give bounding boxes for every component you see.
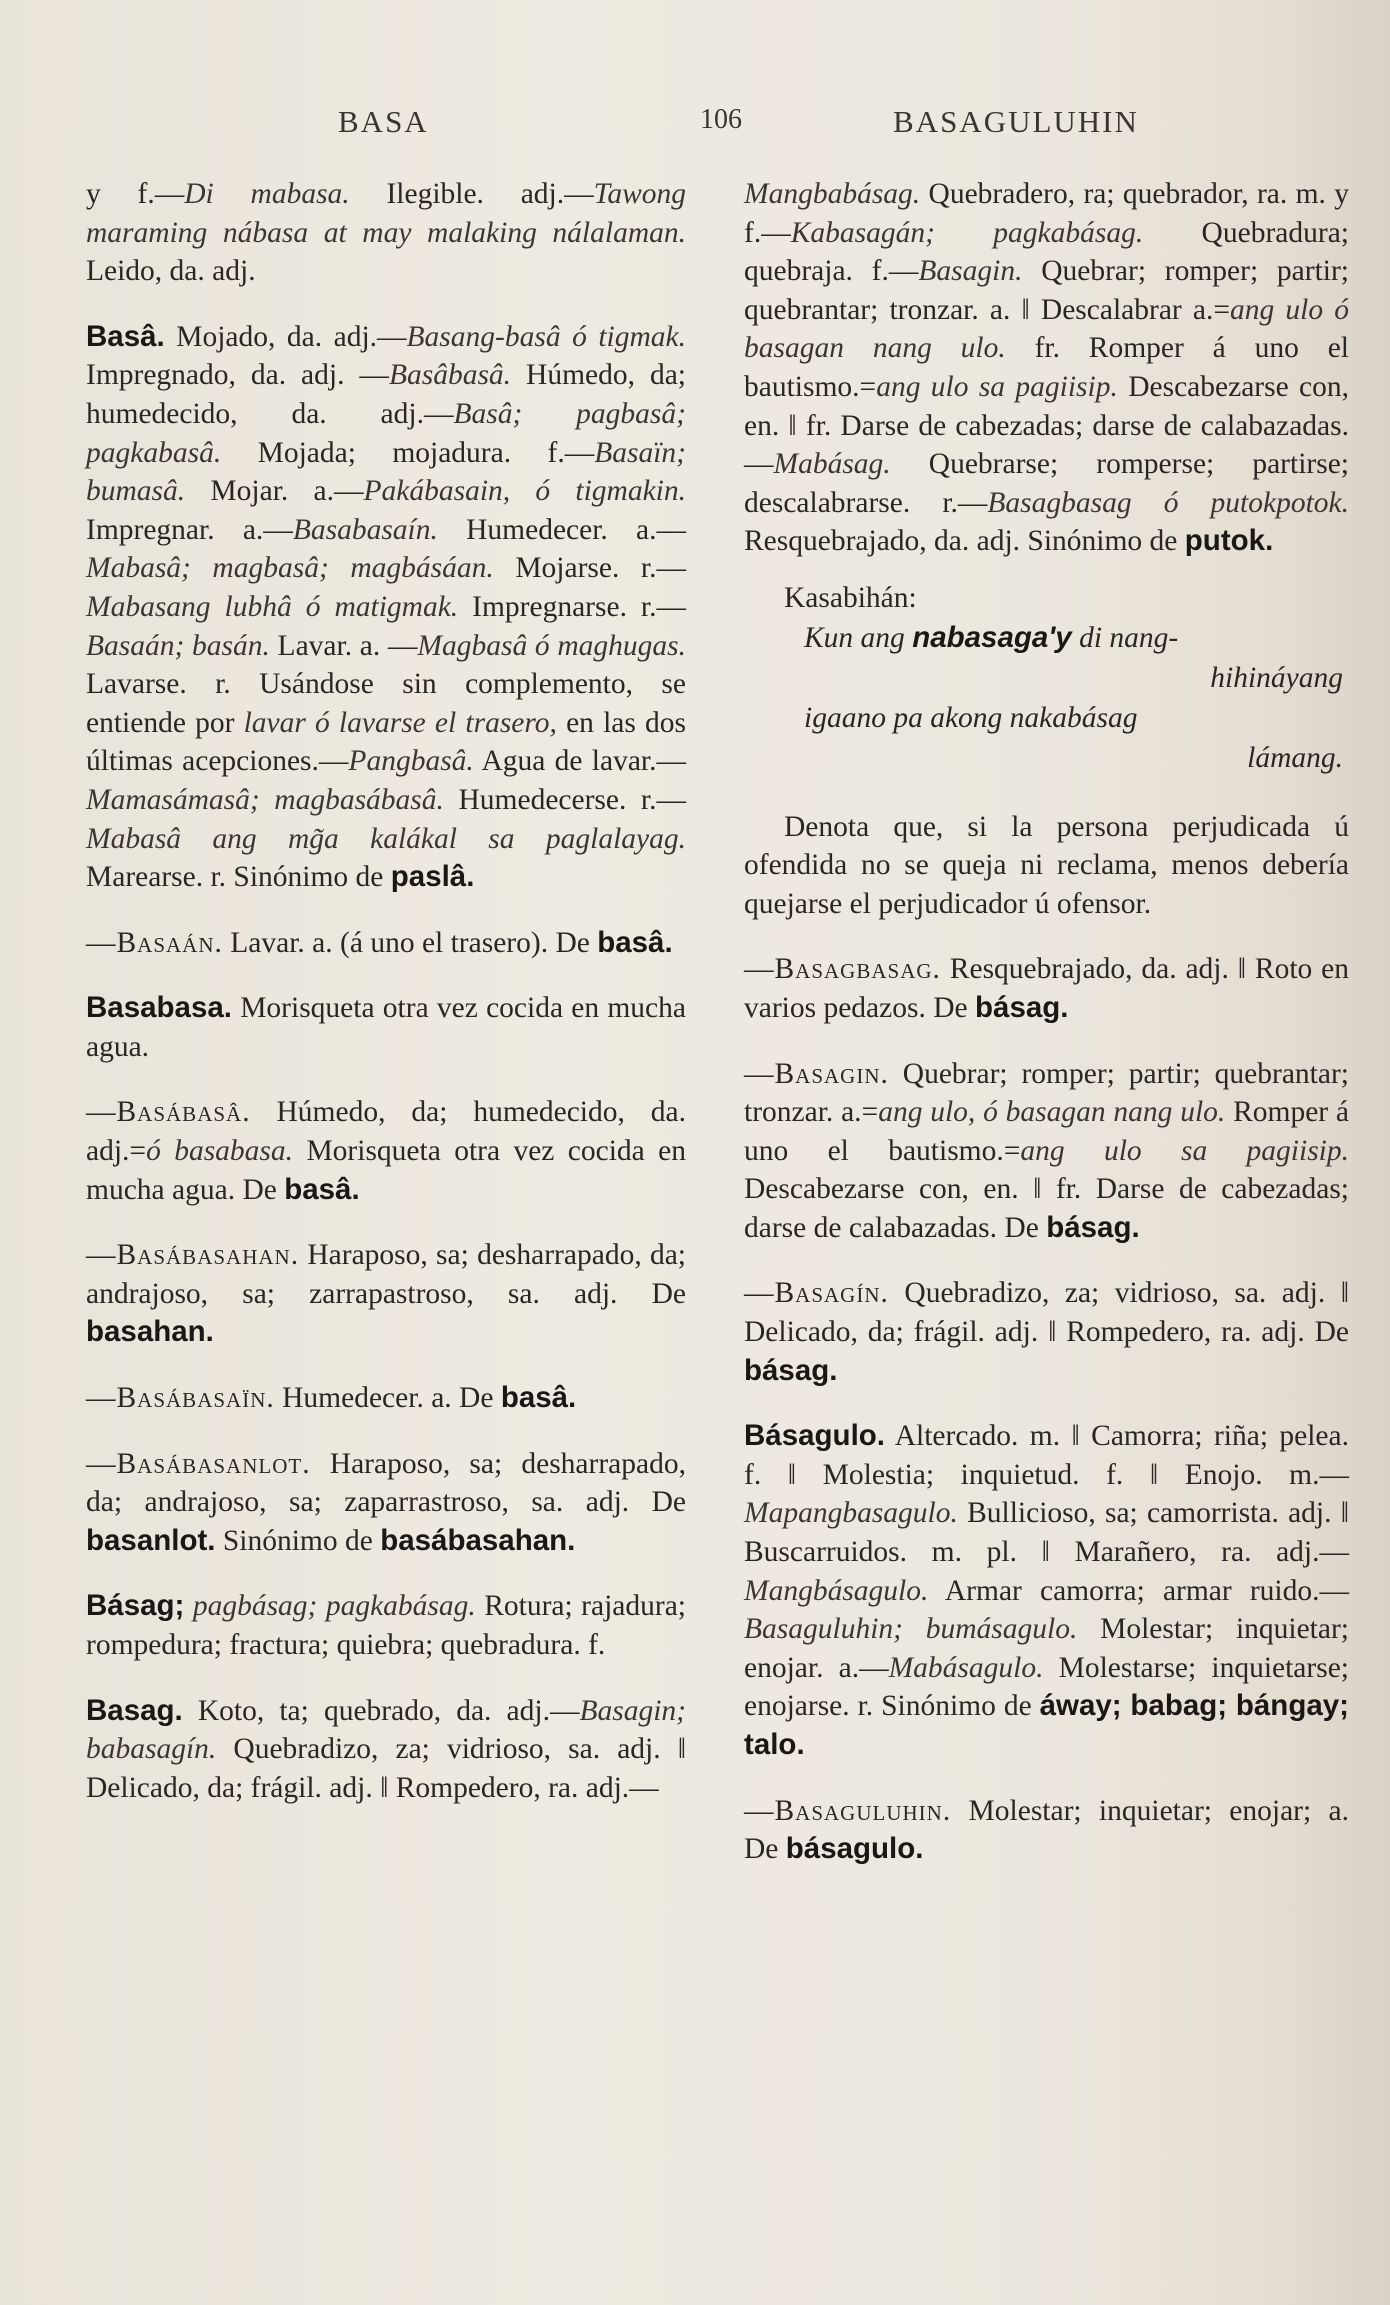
cross-reference: putok. <box>1184 524 1274 558</box>
tagalog-form: Mabasang lubhâ ó matigmak. <box>86 590 459 623</box>
tagalog-form: ang ulo sa pagiisip. <box>876 370 1118 403</box>
text: Lavarse. r. Usándose sin complemento, se entiende por <box>86 668 686 739</box>
tagalog-form: Basang-basâ ó tigmak. <box>406 320 687 353</box>
tagalog-form: Kabasagán; pagkabásag. <box>790 216 1144 249</box>
tagalog-form: Basaán; basán. <box>86 629 270 662</box>
text: Húmedo, da; humedecido, da. adj.— <box>86 359 686 430</box>
text: Humedecer. a.— <box>437 513 686 546</box>
text: Morisqueta otra vez cocida en mucha agua. <box>86 992 686 1063</box>
proverb-line: hihináyang <box>1210 661 1343 694</box>
subentry-word: —Basábasahan. <box>86 1239 300 1272</box>
subentry-basabasain <box>86 1379 686 1418</box>
tagalog-form: Pangbasâ. <box>348 745 474 778</box>
text: Húmedo, da; humedecido, da. adj.= <box>86 1096 686 1168</box>
text: Quebradura; quebraja. f.— <box>744 216 1349 288</box>
text: Impregnarse. r.— <box>458 590 687 623</box>
proverb-text: Kun ang <box>804 621 913 654</box>
subentry-basaguluhin <box>744 1792 1349 1869</box>
text: Sinónimo de <box>215 1524 381 1557</box>
proverb-text: di nang- <box>1071 621 1179 654</box>
proverb-explanation: Denota que, si la persona perjudicada ú ofendida no se queja ni reclama, menos debería quejarse el perjudicador ú ofensor. <box>744 810 1349 920</box>
proverb-line: igaano pa akong nakabásag <box>804 701 1138 734</box>
headword: Basag. <box>86 1693 183 1727</box>
text: Leido, da. adj. <box>86 255 256 288</box>
subentry-basaan <box>86 924 686 963</box>
subentry-word: —Basaguluhin. <box>744 1794 952 1827</box>
tagalog-form: Mangbabásag. <box>744 178 921 210</box>
text: Descabezarse con, en. ‖ fr. Darse de cabezadas; darse de calabazadas. De <box>744 1173 1349 1244</box>
cross-reference: básagulo. <box>785 1832 924 1866</box>
right-column <box>744 175 1349 1869</box>
text: Bullicioso, sa; camorrista. adj. ‖ Buscarruidos. m. pl. ‖ Marañero, ra. adj.— <box>744 1497 1349 1569</box>
subentry-word: —Basagín. <box>744 1277 889 1310</box>
tagalog-form: Basaïn; bumasâ. <box>86 436 686 508</box>
entry-basagulo <box>744 1417 1349 1764</box>
subentry-word: —Basábasanlot. <box>86 1447 311 1480</box>
text: Impregnado, da. adj. — <box>86 359 389 392</box>
entry-basag-adj <box>86 1692 686 1808</box>
text: Rotura; rajadura; rompedura; fractura; quiebra; quebradura. f. <box>86 1590 686 1661</box>
tagalog-form: Tawong maraming nábasa at may malaking nálalaman. <box>86 178 686 249</box>
text: Quebrar; romper; partir; quebrantar; tronzar. a.= <box>744 1057 1349 1129</box>
header-left-guide-word: BASA <box>338 104 429 139</box>
subentry-basagin-adj <box>744 1274 1349 1390</box>
tagalog-form: Basaguluhin; bumásagulo. <box>744 1613 1078 1646</box>
tagalog-form: Mapangbasagulo. <box>744 1497 958 1530</box>
tagalog-form: Basagin; babasagín. <box>86 1694 686 1766</box>
tagalog-form: Basâbasâ. <box>388 359 512 392</box>
subentry-word: —Basaán. <box>86 926 223 959</box>
entry-continuation <box>86 175 686 291</box>
subentry-word: —Basábasâ. <box>86 1096 251 1129</box>
tagalog-form: Basabasaín. <box>292 513 438 546</box>
text: Ilegible. adj.— <box>349 178 594 210</box>
tagalog-form: ó basabasa. <box>146 1135 294 1168</box>
cross-reference: basâ. <box>597 925 673 959</box>
cross-reference: básag. <box>1046 1210 1140 1244</box>
text: Resquebrajado, da. adj. Sinónimo de <box>744 525 1185 558</box>
subentry-basagbasag <box>744 950 1349 1027</box>
text: Morisqueta otra vez cocida en mucha agua. De <box>86 1135 686 1206</box>
text: Impregnar. a.— <box>86 513 293 546</box>
text: Haraposo, sa; desharrapado, da; andrajoso, sa; zarrapastroso, sa. adj. De <box>86 1239 686 1310</box>
tagalog-form: pagbásag; pagkabásag. <box>184 1590 476 1623</box>
subentry-basagin <box>744 1055 1349 1248</box>
tagalog-form: Basâ; pagbasâ; pagkabasâ. <box>86 397 686 469</box>
text: Humedecerse. r.— <box>443 783 687 816</box>
entry-basa <box>86 318 686 897</box>
text: y f.— <box>86 178 185 210</box>
cross-reference: basahan. <box>86 1315 214 1349</box>
text: Altercado. m. ‖ Camorra; riña; pelea. f. ‖ Molestia; inquietud. f. ‖ Enojo. m.— <box>744 1420 1349 1491</box>
tagalog-form: Magbasâ ó maghugas. <box>417 629 686 662</box>
running-header <box>0 104 1390 154</box>
text: Lavar. a. (á uno el trasero). De <box>222 926 598 959</box>
headword: Basabasa. <box>86 991 232 1025</box>
subentry-basabasa <box>86 1093 686 1209</box>
cross-reference: basâ. <box>284 1172 360 1206</box>
subentry-word: —Basagin. <box>744 1057 889 1090</box>
text: Resquebrajado, da. adj. ‖ Roto en varios pedazos. De <box>744 953 1349 1024</box>
proverb-keyword: nabasaga'y <box>912 620 1072 654</box>
proverb <box>804 618 1349 778</box>
tagalog-form: Mabásagulo. <box>888 1651 1044 1684</box>
headword: Básag; <box>86 1589 185 1623</box>
tagalog-form: Basagbasag ó putokpotok. <box>987 486 1350 519</box>
text: Quebradizo, za; vidrioso, sa. adj. ‖ Delicado, da; frágil. adj. ‖ Rompedero, ra. adj.— <box>86 1733 686 1804</box>
cross-reference: áway; babag; bángay; talo. <box>744 1689 1349 1761</box>
text: Molestar; inquietar; enojar. a.— <box>744 1613 1349 1684</box>
cross-reference: básag. <box>744 1353 838 1387</box>
text: Quebrarse; romperse; partirse; descalabrarse. r.— <box>744 448 1349 519</box>
text: Mojado, da. adj.— <box>164 320 407 353</box>
cross-reference: paslâ. <box>390 860 475 894</box>
proverb-label: Kasabihán: <box>784 581 917 614</box>
tagalog-form: lavar ó lavarse el trasero, <box>243 706 557 739</box>
tagalog-form: ang ulo sa pagiisip. <box>1020 1134 1350 1167</box>
subentry-basabasanlot <box>86 1445 686 1561</box>
text: Descabezarse con, en. ‖ fr. Darse de cabezadas; darse de calabazadas.— <box>744 370 1349 481</box>
tagalog-form: Di mabasa. <box>184 178 350 210</box>
tagalog-form: Mabásag. <box>773 448 891 481</box>
entry-basabasa <box>86 989 686 1066</box>
text: Mojarse. r.— <box>493 552 686 585</box>
page-number: 106 <box>700 104 742 135</box>
text: Quebrar; romper; partir; quebrantar; tronzar. a. ‖ Descalabrar a.= <box>744 255 1349 326</box>
subentry-basabasahan <box>86 1236 686 1352</box>
text: Romper á uno el bautismo.= <box>744 1096 1350 1167</box>
text: Quebradero, ra; quebrador, ra. m. y f.— <box>744 178 1349 249</box>
tagalog-form: Mabasâ; magbasâ; magbásáan. <box>86 552 494 585</box>
text: Molestarse; inquietarse; enojarse. r. Sinónimo de <box>744 1651 1349 1723</box>
headword: Básagulo. <box>744 1419 885 1453</box>
tagalog-form: Mamasámasâ; magbasábasâ. <box>86 783 444 816</box>
tagalog-form: ang ulo ó basagan nang ulo. <box>744 293 1349 365</box>
text: Haraposo, sa; desharrapado, da; andrajoso, sa; zaparrastroso, sa. adj. De <box>86 1447 686 1519</box>
text: Agua de lavar.— <box>473 745 686 778</box>
left-column <box>86 175 686 1807</box>
text: en las dos últimas acepciones.— <box>86 706 686 778</box>
text: Mojar. a.— <box>185 475 364 508</box>
tagalog-form: Mangbásagulo. <box>744 1574 929 1607</box>
cross-reference: basâ. <box>500 1381 577 1415</box>
header-right-guide-word: BASAGULUHIN <box>893 104 1139 139</box>
text: Marearse. r. Sinónimo de <box>86 861 391 894</box>
text: Koto, ta; quebrado, da. adj.— <box>182 1694 580 1727</box>
entry-continuation <box>744 175 1349 561</box>
cross-reference: basanlot. <box>86 1523 216 1557</box>
tagalog-form: Basagin. <box>918 255 1023 288</box>
text: Humedecer. a. De <box>274 1382 501 1415</box>
text: Mojada; mojadura. f.— <box>221 436 595 469</box>
entry-basag-noun <box>86 1587 686 1664</box>
cross-reference: básag. <box>975 990 1069 1024</box>
text: Quebradizo, za; vidrioso, sa. adj. ‖ Delicado, da; frágil. adj. ‖ Rompedero, ra. adj. De <box>744 1277 1349 1349</box>
text: Molestar; inquietar; enojar; a. De <box>744 1794 1349 1866</box>
proverb-line: lámang. <box>1247 741 1343 774</box>
tagalog-form: Pakábasain, ó tigmakin. <box>363 475 687 508</box>
text: Lavar. a. — <box>269 629 418 662</box>
text: Armar camorra; armar ruido.— <box>928 1574 1349 1607</box>
text: fr. Romper á uno el bautismo.= <box>744 332 1349 403</box>
headword: Basâ. <box>86 319 165 353</box>
tagalog-form: ang ulo, ó basagan nang ulo. <box>878 1096 1226 1129</box>
subentry-word: —Basábasaïn. <box>86 1382 275 1415</box>
cross-reference: basábasahan. <box>380 1523 576 1557</box>
subentry-word: —Basagbasag. <box>744 953 941 986</box>
tagalog-form: Mabasâ ang mg̃a kalákal sa paglalayag. <box>86 822 686 855</box>
